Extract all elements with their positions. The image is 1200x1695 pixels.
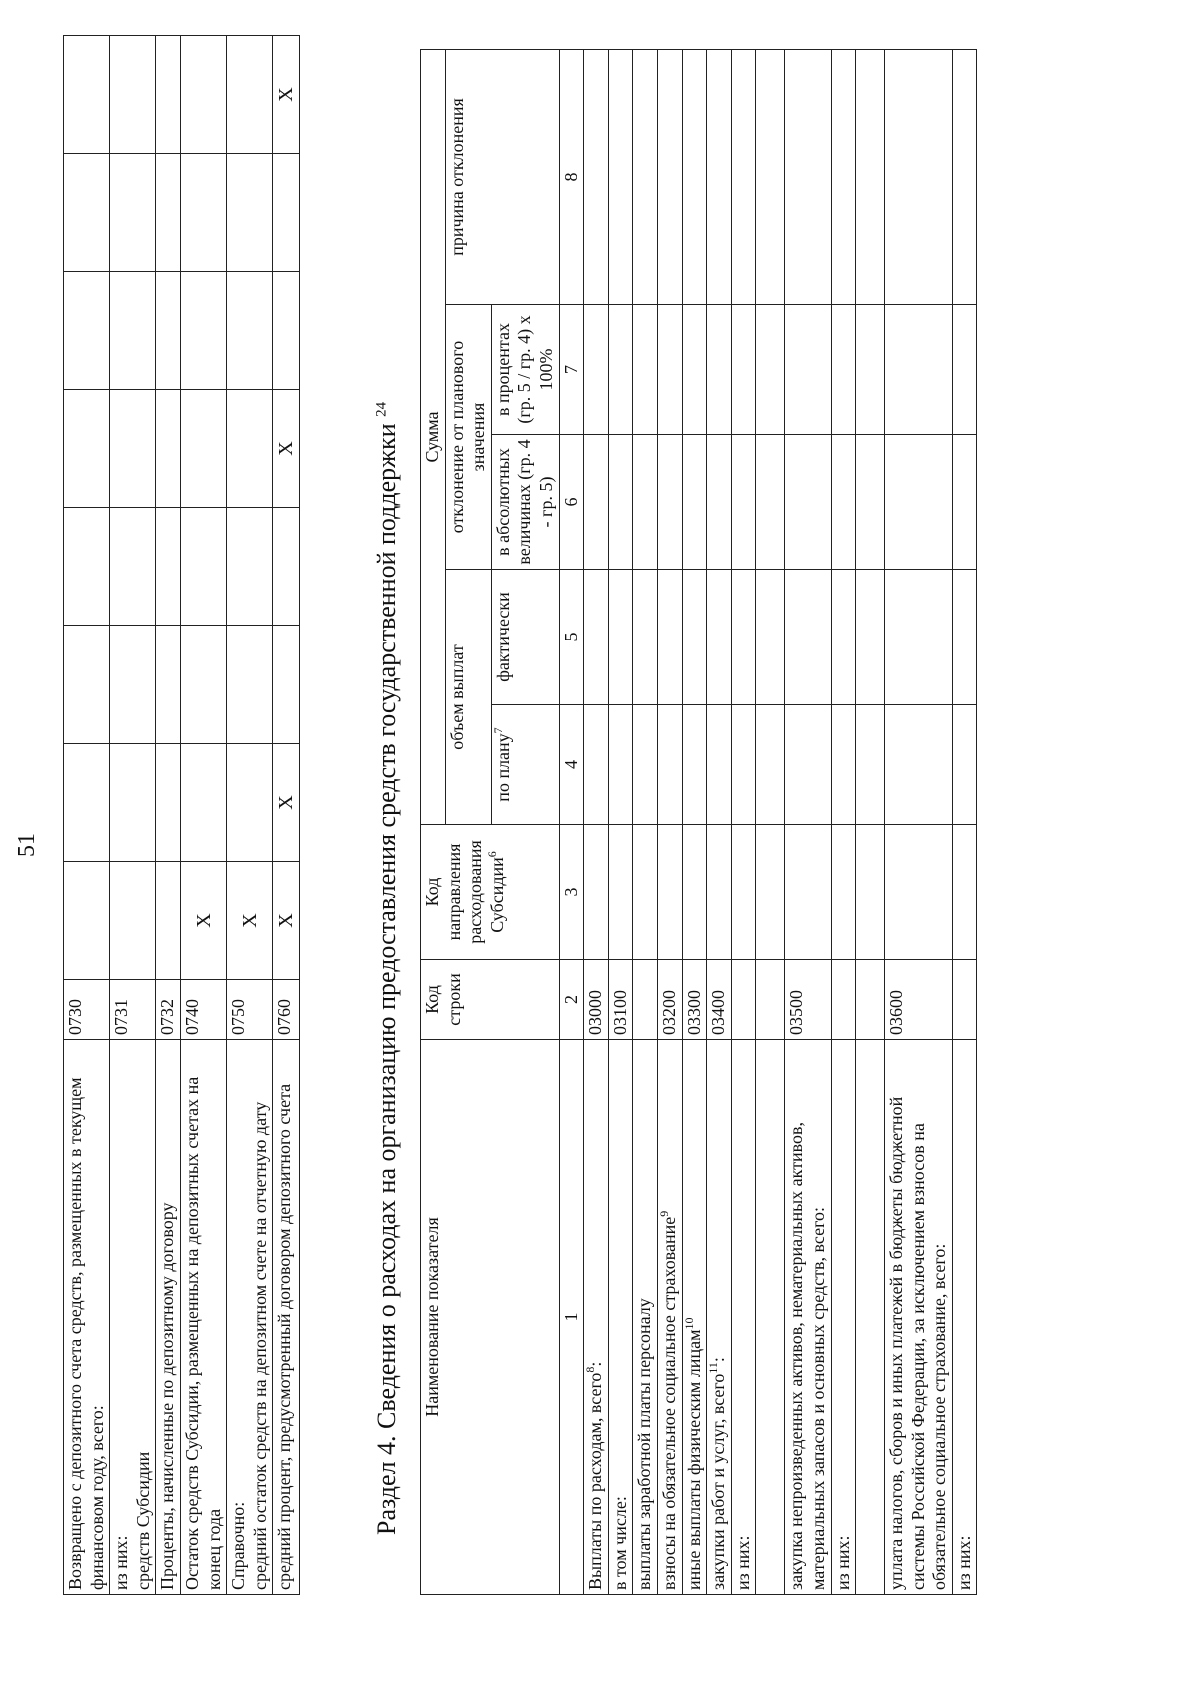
deposit-row <box>64 36 110 1595</box>
header-pct: в процентах (гр. 5 / гр. 4) x 100% <box>491 305 559 435</box>
deposit-cell <box>156 508 181 626</box>
expense-cell <box>707 305 732 435</box>
deposit-cell <box>110 508 156 626</box>
expense-cell <box>608 825 633 960</box>
expense-cell <box>756 305 785 435</box>
expense-cell <box>608 570 633 705</box>
deposit-cell <box>180 36 226 154</box>
deposit-cell <box>180 508 226 626</box>
deposit-cell <box>64 626 110 744</box>
deposit-row <box>273 36 300 1595</box>
deposit-cell: X <box>180 862 226 980</box>
expense-cell <box>657 435 682 570</box>
expense-cell <box>785 825 831 960</box>
expense-cell <box>584 49 609 304</box>
deposit-cell <box>227 154 273 272</box>
expense-cell <box>584 825 609 960</box>
expense-cell <box>657 49 682 304</box>
deposit-row <box>110 36 156 1595</box>
expense-cell <box>952 435 977 570</box>
column-number: 1 <box>559 1040 584 1595</box>
column-number: 4 <box>559 705 584 825</box>
expense-row-label: из них: <box>832 1535 853 1590</box>
expense-cell <box>633 435 658 570</box>
expense-cell <box>831 305 856 435</box>
expense-row-label: закупки работ и услуг, всего <box>708 1373 729 1590</box>
expense-cell <box>885 570 953 705</box>
expense-row-code <box>856 960 885 1040</box>
expense-row <box>885 49 953 1594</box>
deposit-row-name <box>227 1040 273 1595</box>
expense-row-code: 03500 <box>785 960 831 1040</box>
expense-cell <box>785 705 831 825</box>
expense-cell <box>952 305 977 435</box>
expense-row-footnote: 9 <box>656 1210 671 1217</box>
deposit-row-name-line: средств Субсидии <box>132 1451 153 1590</box>
deposit-cell <box>64 862 110 980</box>
header-sum: Сумма <box>421 49 446 824</box>
deposit-row-code: 0740 <box>180 980 226 1040</box>
expense-cell <box>608 705 633 825</box>
expense-row-code <box>633 960 658 1040</box>
deposit-cell <box>64 390 110 508</box>
deposit-row-name-line: средний процент, предусмотренный договором депозитного счета <box>274 1083 295 1590</box>
deposit-row-name <box>180 1040 226 1595</box>
expense-row-code: 03600 <box>885 960 953 1040</box>
page-number: 51 <box>14 833 40 857</box>
expense-cell <box>831 570 856 705</box>
expense-cell <box>856 49 885 304</box>
deposit-row <box>180 36 226 1595</box>
deposit-cell <box>180 390 226 508</box>
expense-cell <box>952 49 977 304</box>
deposit-row-name-line: Возвращено с депозитного счета средств, размещенных в текущем финансовом году, всего: <box>65 1077 107 1590</box>
expense-cell <box>756 435 785 570</box>
expense-cell <box>885 49 953 304</box>
expense-row-name <box>608 1040 633 1595</box>
expense-cell <box>756 49 785 304</box>
header-deviation: отклонение от планового значения <box>445 305 491 570</box>
expense-row <box>731 49 756 1594</box>
expense-cell <box>856 705 885 825</box>
expense-row <box>831 49 856 1594</box>
expense-row-footnote: 8 <box>583 1366 598 1373</box>
expense-row-code: 03100 <box>608 960 633 1040</box>
deposit-cell <box>180 272 226 390</box>
expense-cell <box>707 435 732 570</box>
expense-row-code: 03200 <box>657 960 682 1040</box>
expense-row <box>785 49 831 1594</box>
deposit-row-name-line: средний остаток средств на депозитном счете на отчетную дату <box>249 1101 270 1590</box>
expense-cell <box>608 49 633 304</box>
deposit-row-name <box>156 1040 181 1595</box>
expense-cell <box>885 825 953 960</box>
deposit-cell <box>227 626 273 744</box>
deposit-cell <box>64 744 110 862</box>
expense-cell <box>731 305 756 435</box>
deposit-cell: X <box>273 390 300 508</box>
expense-row-label: закупка непроизведенных активов, нематериальных активов, материальных запасов и основных средств, всего: <box>786 1121 828 1590</box>
expense-row-code <box>952 960 977 1040</box>
section4-title: Раздел 4. Сведения о расходах на организацию предоставления средств государственной поддержки $^{24}$ <box>372 401 401 1535</box>
expense-cell <box>731 435 756 570</box>
deposit-cell: X <box>273 744 300 862</box>
expense-cell <box>785 49 831 304</box>
expense-cell <box>952 825 977 960</box>
header-plan: по плану$^7$ <box>491 705 559 825</box>
deposit-row-code: 0760 <box>273 980 300 1040</box>
expense-cell <box>682 49 707 304</box>
expense-cell <box>756 705 785 825</box>
deposit-row-name-line: Справочно: <box>228 1501 249 1590</box>
expense-row <box>952 49 977 1594</box>
expense-row <box>657 49 682 1594</box>
expense-cell <box>831 825 856 960</box>
deposit-row-name-line: из них: <box>111 1535 132 1590</box>
expense-cell <box>657 305 682 435</box>
header-volume: объем выплат <box>445 570 491 825</box>
expense-cell <box>856 305 885 435</box>
expense-row-name <box>831 1040 856 1595</box>
column-number: 5 <box>559 570 584 705</box>
expense-cell <box>633 49 658 304</box>
deposit-row <box>156 36 181 1595</box>
deposit-cell <box>156 390 181 508</box>
expense-cell <box>856 570 885 705</box>
header-abs: в абсолютных величинах (гр. 4 - гр. 5) <box>491 435 559 570</box>
deposit-cell <box>227 744 273 862</box>
deposit-row-name-line: Проценты, начисленные по депозитному договору <box>157 1202 178 1590</box>
deposit-cell <box>227 390 273 508</box>
deposit-cell <box>180 154 226 272</box>
expense-row <box>707 49 732 1594</box>
expense-cell <box>707 49 732 304</box>
expense-row <box>682 49 707 1594</box>
deposit-cell <box>64 508 110 626</box>
expense-row-footnote: 11 <box>706 1362 721 1374</box>
expense-row-code <box>756 960 785 1040</box>
expense-row-label: уплата налогов, сборов и иных платежей в бюджеты бюджетной системы Российской Федерации, за исключением взносов на обязательное социальное страхование, всего: <box>886 1096 950 1590</box>
deposit-table <box>63 35 300 1595</box>
deposit-cell <box>156 862 181 980</box>
expense-cell <box>608 435 633 570</box>
expense-cell <box>584 705 609 825</box>
expense-cell <box>731 570 756 705</box>
deposit-cell <box>156 272 181 390</box>
deposit-cell <box>180 626 226 744</box>
expense-cell <box>657 570 682 705</box>
deposit-cell <box>227 272 273 390</box>
expense-row <box>856 49 885 1594</box>
expense-row-name <box>633 1040 658 1595</box>
deposit-cell <box>156 744 181 862</box>
expense-row-name <box>584 1040 609 1595</box>
expense-cell <box>831 435 856 570</box>
column-number: 8 <box>559 49 584 304</box>
header-direction-code: Код направления расходования Субсидии$^6$ <box>421 825 560 960</box>
expense-row <box>608 49 633 1594</box>
expense-row-name <box>731 1040 756 1595</box>
expense-cell <box>633 570 658 705</box>
column-number: 3 <box>559 825 584 960</box>
expense-row-name <box>682 1040 707 1595</box>
expense-row-label: взносы на обязательное социальное страхование <box>658 1216 679 1590</box>
expense-row-name <box>856 1040 885 1595</box>
expense-row <box>756 49 785 1594</box>
deposit-row-code: 0732 <box>156 980 181 1040</box>
deposit-cell <box>156 36 181 154</box>
expense-cell <box>952 705 977 825</box>
expense-cell <box>756 825 785 960</box>
header-reason: причина отклонения <box>445 49 559 304</box>
title-footnote: 24 <box>373 401 390 417</box>
deposit-cell <box>156 626 181 744</box>
expense-row-code: 03300 <box>682 960 707 1040</box>
expense-cell <box>756 570 785 705</box>
expense-row-label: Выплаты по расходам, всего <box>585 1372 606 1590</box>
expense-cell <box>657 825 682 960</box>
expense-cell <box>856 435 885 570</box>
expense-cell <box>731 825 756 960</box>
expense-cell <box>608 305 633 435</box>
deposit-row <box>227 36 273 1595</box>
deposit-cell <box>273 272 300 390</box>
deposit-cell <box>227 36 273 154</box>
expense-cell <box>682 825 707 960</box>
expense-cell <box>885 305 953 435</box>
column-number: 6 <box>559 435 584 570</box>
expense-row-label: из них: <box>732 1535 753 1590</box>
expense-row-code <box>731 960 756 1040</box>
expense-cell <box>952 570 977 705</box>
deposit-cell <box>110 272 156 390</box>
expense-row-suffix: : <box>708 1357 729 1363</box>
expense-row-label: в том числе: <box>609 1496 630 1590</box>
deposit-row-code: 0730 <box>64 980 110 1040</box>
deposit-cell <box>227 508 273 626</box>
expense-row-name <box>657 1040 682 1595</box>
header-row-code: Код строки <box>421 960 560 1040</box>
expense-cell <box>856 825 885 960</box>
expense-cell <box>831 49 856 304</box>
expense-row-name <box>885 1040 953 1595</box>
expense-row-code: 03000 <box>584 960 609 1040</box>
expense-cell <box>657 705 682 825</box>
deposit-cell: X <box>273 862 300 980</box>
expense-row-name <box>707 1040 732 1595</box>
deposit-cell <box>110 862 156 980</box>
expense-cell <box>682 570 707 705</box>
deposit-cell <box>64 154 110 272</box>
deposit-row-code: 0731 <box>110 980 156 1040</box>
expense-row-footnote: 10 <box>681 1317 696 1330</box>
deposit-cell <box>110 626 156 744</box>
expense-row <box>584 49 609 1594</box>
expense-row-name <box>785 1040 831 1595</box>
expense-cell <box>707 825 732 960</box>
expense-row <box>633 49 658 1594</box>
column-number: 2 <box>559 960 584 1040</box>
column-number: 7 <box>559 305 584 435</box>
deposit-cell <box>273 154 300 272</box>
expense-row-label: иные выплаты физическим лицам <box>683 1329 704 1590</box>
deposit-cell <box>110 154 156 272</box>
expense-cell <box>682 305 707 435</box>
deposit-cell <box>273 626 300 744</box>
expense-cell <box>785 305 831 435</box>
expense-cell <box>731 49 756 304</box>
deposit-cell: X <box>227 862 273 980</box>
deposit-cell <box>273 508 300 626</box>
expense-row-code <box>831 960 856 1040</box>
deposit-row-name <box>273 1040 300 1595</box>
deposit-cell <box>180 744 226 862</box>
expense-cell <box>584 435 609 570</box>
expense-row-name <box>952 1040 977 1595</box>
expense-cell <box>785 570 831 705</box>
expense-cell <box>785 435 831 570</box>
expense-row-code: 03400 <box>707 960 732 1040</box>
deposit-cell <box>110 390 156 508</box>
expense-cell <box>682 705 707 825</box>
expense-cell <box>584 305 609 435</box>
expense-cell <box>885 705 953 825</box>
deposit-row-name <box>64 1040 110 1595</box>
expense-cell <box>707 570 732 705</box>
header-actual: фактически <box>491 570 559 705</box>
deposit-cell: X <box>273 36 300 154</box>
expense-row-label: выплаты заработной платы персоналу <box>634 1298 655 1590</box>
expense-row-label: из них: <box>953 1535 974 1590</box>
expense-cell <box>633 305 658 435</box>
deposit-cell <box>110 744 156 862</box>
deposit-cell <box>64 36 110 154</box>
expense-table <box>420 49 977 1595</box>
expense-cell <box>885 435 953 570</box>
expense-cell <box>707 705 732 825</box>
expense-row-name <box>756 1040 785 1595</box>
deposit-cell <box>156 154 181 272</box>
deposit-row-name-line: Остаток средств Субсидии, размещенных на депозитных счетах на конец года <box>181 1076 224 1590</box>
header-name: Наименование показателя <box>421 1040 560 1595</box>
expense-cell <box>682 435 707 570</box>
expense-row-suffix: : <box>585 1361 606 1367</box>
expense-cell <box>633 705 658 825</box>
deposit-row-name <box>110 1040 156 1595</box>
deposit-cell <box>110 36 156 154</box>
expense-cell <box>731 705 756 825</box>
expense-cell <box>831 705 856 825</box>
column-number-row <box>559 49 584 1594</box>
expense-cell <box>633 825 658 960</box>
deposit-row-code: 0750 <box>227 980 273 1040</box>
deposit-cell <box>64 272 110 390</box>
expense-cell <box>584 570 609 705</box>
